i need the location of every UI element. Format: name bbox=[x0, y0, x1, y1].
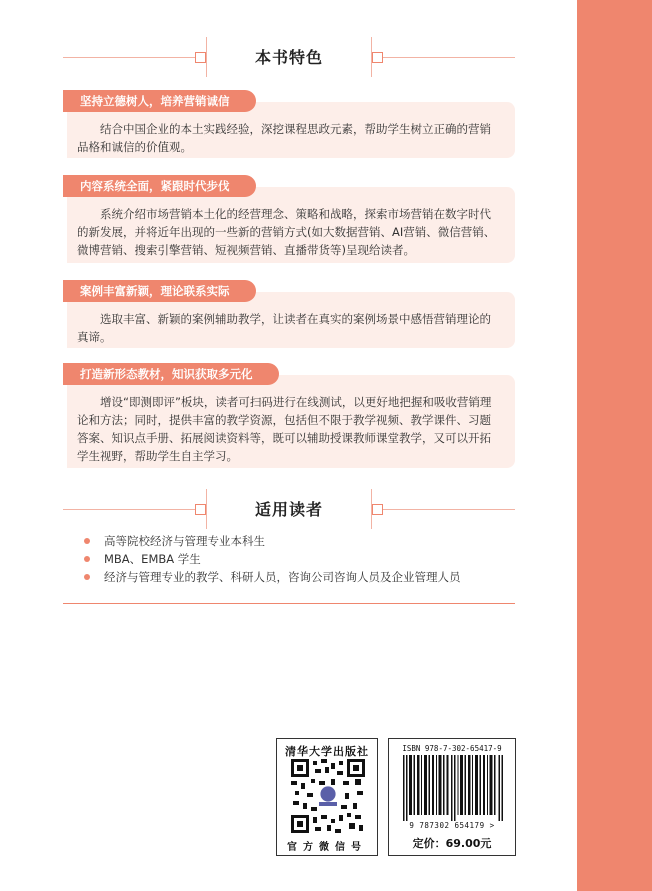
readers-list bbox=[84, 532, 461, 586]
feature-card bbox=[63, 175, 515, 263]
side-color-band bbox=[577, 0, 652, 891]
readers-title: 适用读者 bbox=[254, 500, 323, 519]
feature-label: 案例丰富新颖，理论联系实际 bbox=[63, 280, 256, 302]
list-item: 经济与管理专业的教学、科研人员，咨询公司咨询人员及企业管理人员 bbox=[84, 568, 461, 586]
list-item: MBA、EMBA 学生 bbox=[84, 550, 461, 568]
qr-caption: 官方微信号 bbox=[287, 842, 367, 853]
isbn-text: ISBN 978-7-302-65417-9 bbox=[402, 744, 502, 753]
feature-card bbox=[63, 90, 515, 158]
readers-header bbox=[63, 484, 515, 534]
feature-text: 选取丰富、新颖的案例辅助教学，让读者在真实的案例场景中感悟营销理论的真谛。 bbox=[77, 312, 491, 344]
feature-text: 系统介绍市场营销本土化的经营理念、策略和战略，探索市场营销在数字时代的新发展，并将近年出现的一些新的营销方式(如大数据营销、AI营销、微信营销、微博营销、搜索引擎营销、短视频营销、直播带货等)呈现给读者。 bbox=[77, 207, 496, 257]
divider bbox=[63, 603, 515, 604]
price-label: 定价：69.00元 bbox=[412, 837, 492, 850]
feature-card bbox=[63, 280, 515, 348]
features-title: 本书特色 bbox=[254, 48, 323, 67]
feature-label: 打造新形态教材，知识获取多元化 bbox=[63, 363, 279, 385]
qr-code-icon[interactable] bbox=[291, 759, 365, 833]
publisher-qr-box bbox=[276, 738, 378, 856]
feature-label: 坚持立德树人，培养营销诚信 bbox=[63, 90, 256, 112]
feature-card bbox=[63, 363, 515, 468]
feature-text: 结合中国企业的本土实践经验，深挖课程思政元素，帮助学生树立正确的营销品格和诚信的价值观。 bbox=[77, 122, 491, 154]
barcode-digits: 9 787302 654179 > bbox=[409, 821, 495, 830]
barcode-icon bbox=[403, 755, 503, 821]
feature-label: 内容系统全面，紧跟时代步伐 bbox=[63, 175, 256, 197]
list-item: 高等院校经济与管理专业本科生 bbox=[84, 532, 461, 550]
isbn-barcode-box bbox=[388, 738, 516, 856]
publisher-name: 清华大学出版社 bbox=[285, 745, 369, 758]
feature-text: 增设“即测即评”板块，读者可扫码进行在线测试，以更好地把握和吸收营销理论和方法；同时，提供丰富的教学资源，包括但不限于教学视频、教学课件、习题答案、知识点手册、拓展阅读资料等，既可以辅助授课教师课堂教学，又可以开拓学生视野，帮助学生自主学习。 bbox=[77, 395, 492, 463]
features-header bbox=[63, 32, 515, 82]
